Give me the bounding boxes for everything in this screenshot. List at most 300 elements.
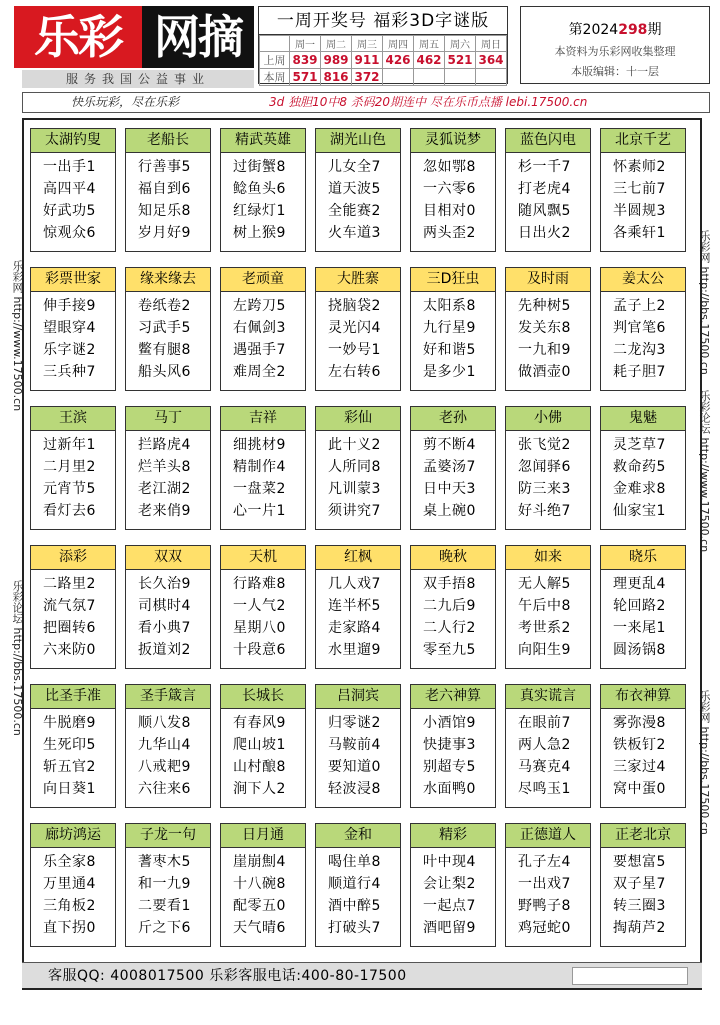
riddle-line: 酒中醉5 bbox=[328, 898, 381, 914]
riddle-line: 酒吧留9 bbox=[423, 920, 476, 936]
riddle-line: 乐字谜2 bbox=[43, 342, 96, 358]
riddle-line: 高四平4 bbox=[43, 181, 96, 197]
riddle-line: 先种树5 bbox=[518, 298, 571, 314]
cell-riddle-lines bbox=[601, 292, 685, 383]
banner-promo[interactable]: 3d 独胆10中8 杀码20期连中 尽在乐币点播 lebi.17500.cn bbox=[269, 95, 588, 109]
riddle-line: 太阳系8 bbox=[423, 298, 476, 314]
riddle-line: 一妙号1 bbox=[328, 342, 381, 358]
weekday-cell: 周五 bbox=[414, 36, 445, 52]
riddle-line: 判官笔6 bbox=[613, 320, 666, 336]
riddle-cell bbox=[30, 128, 116, 252]
riddle-line: 六来防0 bbox=[43, 642, 96, 658]
riddle-line: 六往来6 bbox=[138, 781, 191, 797]
riddle-cell bbox=[410, 267, 496, 391]
riddle-line: 精制作4 bbox=[233, 459, 286, 475]
riddle-line: 打破头7 bbox=[328, 920, 381, 936]
cell-author: 及时雨 bbox=[506, 268, 590, 292]
cell-author: 湖光山色 bbox=[316, 129, 400, 153]
side-text-right-bottom: 乐彩网 http://bbs.17500.cn bbox=[698, 690, 711, 835]
cell-author: 红枫 bbox=[316, 546, 400, 570]
weekday-cell: 周六 bbox=[445, 36, 476, 52]
draw-number: 989 bbox=[321, 52, 352, 69]
riddle-line: 好和谐5 bbox=[423, 342, 476, 358]
cell-author: 彩票世家 bbox=[31, 268, 115, 292]
riddle-cell bbox=[125, 267, 211, 391]
cell-author: 日月通 bbox=[221, 824, 305, 848]
issue-number bbox=[521, 19, 709, 39]
cell-riddle-lines bbox=[506, 292, 590, 383]
riddle-cell bbox=[30, 267, 116, 391]
riddle-line: 伸手接9 bbox=[43, 298, 96, 314]
riddle-line: 灵光闪4 bbox=[328, 320, 381, 336]
riddle-line: 二人行2 bbox=[423, 620, 476, 636]
riddle-line: 红绿灯1 bbox=[233, 203, 286, 219]
riddle-line: 向阳生9 bbox=[518, 642, 571, 658]
riddle-line: 好武功5 bbox=[43, 203, 96, 219]
riddle-line: 杉一千7 bbox=[518, 159, 571, 175]
riddle-line: 儿女全7 bbox=[328, 159, 381, 175]
draw-number bbox=[476, 69, 507, 86]
riddle-line: 小酒馆9 bbox=[423, 715, 476, 731]
cell-riddle-lines bbox=[221, 848, 305, 939]
riddle-line: 岁月好9 bbox=[138, 225, 191, 241]
riddle-cell bbox=[315, 128, 401, 252]
riddle-line: 人所同8 bbox=[328, 459, 381, 475]
riddle-line: 过街蟹8 bbox=[233, 159, 286, 175]
riddle-line: 山村酿8 bbox=[233, 759, 286, 775]
riddle-line: 卷纸卷2 bbox=[138, 298, 191, 314]
riddle-cell bbox=[410, 823, 496, 947]
cell-riddle-lines bbox=[31, 292, 115, 383]
riddle-line: 斩五官2 bbox=[43, 759, 96, 775]
riddle-line: 忽闻驿6 bbox=[518, 459, 571, 475]
riddle-line: 水里遛9 bbox=[328, 642, 381, 658]
editor-note: 本版编辑：十一层 bbox=[571, 65, 659, 78]
weekday-cell: 周四 bbox=[383, 36, 414, 52]
riddle-cell bbox=[410, 684, 496, 808]
cell-author: 比圣手准 bbox=[31, 685, 115, 709]
riddle-cell bbox=[505, 128, 591, 252]
riddle-cell bbox=[600, 823, 686, 947]
riddle-line: 向日葵1 bbox=[43, 781, 96, 797]
riddle-line: 鳖有腿8 bbox=[138, 342, 191, 358]
riddle-line: 掏葫芦2 bbox=[613, 920, 666, 936]
riddle-line: 直下拐0 bbox=[43, 920, 96, 936]
draw-number bbox=[445, 69, 476, 86]
riddle-line: 三家过4 bbox=[613, 759, 666, 775]
cell-author: 真实谎言 bbox=[506, 685, 590, 709]
cell-riddle-lines bbox=[411, 153, 495, 244]
cell-author: 晚秋 bbox=[411, 546, 495, 570]
riddle-line: 要知道0 bbox=[328, 759, 381, 775]
riddle-line: 扳道刘2 bbox=[138, 642, 191, 658]
riddle-line: 铁板钉2 bbox=[613, 737, 666, 753]
riddle-line: 雾弥漫8 bbox=[613, 715, 666, 731]
riddle-line: 牛脱磨9 bbox=[43, 715, 96, 731]
cell-author: 缘来缘去 bbox=[126, 268, 210, 292]
riddle-line: 张飞觉2 bbox=[518, 437, 571, 453]
riddle-line: 生死印5 bbox=[43, 737, 96, 753]
riddle-cell bbox=[125, 128, 211, 252]
draw-number: 911 bbox=[352, 52, 383, 69]
riddle-line: 圆汤锅8 bbox=[613, 642, 666, 658]
riddle-line: 看小典7 bbox=[138, 620, 191, 636]
riddle-line: 各乘轩1 bbox=[613, 225, 666, 241]
riddle-line: 喝住单8 bbox=[328, 854, 381, 870]
last-week-label: 上周 bbox=[260, 52, 290, 69]
riddle-line: 日中天3 bbox=[423, 481, 476, 497]
draw-results-box bbox=[258, 6, 508, 84]
riddle-line: 万里通4 bbox=[43, 876, 96, 892]
riddle-cell bbox=[125, 684, 211, 808]
cell-author: 北京千艺 bbox=[601, 129, 685, 153]
riddle-line: 配零五0 bbox=[233, 898, 286, 914]
riddle-line: 二九后9 bbox=[423, 598, 476, 614]
cell-author: 老顽童 bbox=[221, 268, 305, 292]
riddle-line: 老来俏9 bbox=[138, 503, 191, 519]
riddle-cell bbox=[505, 545, 591, 669]
riddle-cell bbox=[600, 684, 686, 808]
riddle-cell bbox=[220, 406, 306, 530]
cell-author: 马丁 bbox=[126, 407, 210, 431]
riddle-cell bbox=[30, 545, 116, 669]
riddle-line: 两头歪2 bbox=[423, 225, 476, 241]
riddle-line: 忽如鄂8 bbox=[423, 159, 476, 175]
riddle-line: 走家路4 bbox=[328, 620, 381, 636]
cell-riddle-lines bbox=[126, 431, 210, 522]
this-week-label: 本周 bbox=[260, 69, 290, 86]
riddle-line: 几人戏7 bbox=[328, 576, 381, 592]
cell-author: 鬼魅 bbox=[601, 407, 685, 431]
riddle-cell bbox=[30, 684, 116, 808]
riddle-line: 二龙沟3 bbox=[613, 342, 666, 358]
riddle-line: 救命药5 bbox=[613, 459, 666, 475]
riddle-line: 把圈转6 bbox=[43, 620, 96, 636]
cell-riddle-lines bbox=[316, 848, 400, 939]
riddle-line: 好斗绝7 bbox=[518, 503, 571, 519]
riddle-line: 知足乐8 bbox=[138, 203, 191, 219]
riddle-line: 一盘菜2 bbox=[233, 481, 286, 497]
slogan: 服务我国公益事业 bbox=[22, 70, 254, 88]
riddle-line: 一九和9 bbox=[518, 342, 571, 358]
riddle-line: 此十义2 bbox=[328, 437, 381, 453]
riddle-line: 树上猴9 bbox=[233, 225, 286, 241]
riddle-line: 鸡冠蛇0 bbox=[518, 920, 571, 936]
weekday-cell: 周二 bbox=[321, 36, 352, 52]
riddle-line: 长久治9 bbox=[138, 576, 191, 592]
weekday-cell: 周三 bbox=[352, 36, 383, 52]
weekday-cell: 周一 bbox=[290, 36, 321, 52]
riddle-line: 习武手5 bbox=[138, 320, 191, 336]
cell-riddle-lines bbox=[316, 292, 400, 383]
riddle-line: 打老虎4 bbox=[518, 181, 571, 197]
customer-service-info: 客服QQ: 4008017500 乐彩客服电话:400-80-17500 bbox=[48, 968, 407, 984]
riddle-line: 挠脑袋2 bbox=[328, 298, 381, 314]
cell-author: 彩仙 bbox=[316, 407, 400, 431]
riddle-line: 日出火2 bbox=[518, 225, 571, 241]
cell-author: 精彩 bbox=[411, 824, 495, 848]
draw-number: 364 bbox=[476, 52, 507, 69]
riddle-line: 凡训蒙3 bbox=[328, 481, 381, 497]
riddle-line: 有春风9 bbox=[233, 715, 286, 731]
cell-riddle-lines bbox=[221, 292, 305, 383]
banner-slogan: 快乐玩彩，尽在乐彩 bbox=[71, 95, 180, 109]
cell-riddle-lines bbox=[31, 431, 115, 522]
cell-author: 正德道人 bbox=[506, 824, 590, 848]
riddle-line: 目相对0 bbox=[423, 203, 476, 219]
draw-number bbox=[414, 69, 445, 86]
riddle-line: 九行星9 bbox=[423, 320, 476, 336]
cell-riddle-lines bbox=[411, 431, 495, 522]
cell-riddle-lines bbox=[506, 570, 590, 661]
cell-riddle-lines bbox=[506, 848, 590, 939]
riddle-line: 左右转6 bbox=[328, 364, 381, 380]
cell-riddle-lines bbox=[221, 431, 305, 522]
issue-suffix: 期 bbox=[647, 22, 662, 38]
side-text-right-top: 乐彩网 http://bbs.17500.cn bbox=[698, 230, 711, 375]
draw-number: 462 bbox=[414, 52, 445, 69]
riddle-line: 流气氛7 bbox=[43, 598, 96, 614]
riddle-cell bbox=[505, 684, 591, 808]
riddle-cell bbox=[410, 545, 496, 669]
draw-results-table bbox=[259, 35, 507, 86]
riddle-line: 心一片1 bbox=[233, 503, 286, 519]
cell-riddle-lines bbox=[31, 709, 115, 800]
riddle-line: 水面鸭0 bbox=[423, 781, 476, 797]
riddle-cell bbox=[410, 128, 496, 252]
riddle-line: 一起点7 bbox=[423, 898, 476, 914]
cell-author: 吉祥 bbox=[221, 407, 305, 431]
draw-number: 521 bbox=[445, 52, 476, 69]
riddle-line: 无人解5 bbox=[518, 576, 571, 592]
cell-author: 廊坊鸿运 bbox=[31, 824, 115, 848]
riddle-cell bbox=[220, 128, 306, 252]
riddle-line: 一出手1 bbox=[43, 159, 96, 175]
cell-riddle-lines bbox=[601, 153, 685, 244]
cell-riddle-lines bbox=[601, 570, 685, 661]
promo-banner bbox=[22, 92, 710, 113]
riddle-cell bbox=[410, 406, 496, 530]
riddle-line: 别超专5 bbox=[423, 759, 476, 775]
riddle-line: 斤之下6 bbox=[138, 920, 191, 936]
cell-author: 蓝色闪电 bbox=[506, 129, 590, 153]
riddle-line: 司棋时4 bbox=[138, 598, 191, 614]
riddle-line: 一人气2 bbox=[233, 598, 286, 614]
riddle-line: 二月里2 bbox=[43, 459, 96, 475]
riddle-line: 福自到6 bbox=[138, 181, 191, 197]
cell-author: 灵狐说梦 bbox=[411, 129, 495, 153]
riddle-cell bbox=[125, 545, 211, 669]
riddle-line: 九华山4 bbox=[138, 737, 191, 753]
side-text-right-mid: 乐彩论坛 http://www.17500.cn bbox=[698, 390, 711, 553]
cell-riddle-lines bbox=[31, 848, 115, 939]
riddle-line: 崖崩劁4 bbox=[233, 854, 286, 870]
cell-riddle-lines bbox=[411, 848, 495, 939]
cell-author: 太湖钓叟 bbox=[31, 129, 115, 153]
riddle-cell bbox=[125, 406, 211, 530]
cell-riddle-lines bbox=[126, 709, 210, 800]
cell-riddle-lines bbox=[506, 153, 590, 244]
riddle-line: 灵芝草7 bbox=[613, 437, 666, 453]
logo bbox=[14, 6, 254, 68]
riddle-line: 会让梨2 bbox=[423, 876, 476, 892]
riddle-cell bbox=[220, 823, 306, 947]
cell-author: 如来 bbox=[506, 546, 590, 570]
corner-cell bbox=[260, 36, 290, 52]
riddle-cell bbox=[315, 267, 401, 391]
cell-author: 正老北京 bbox=[601, 824, 685, 848]
cell-riddle-lines bbox=[506, 709, 590, 800]
riddle-line: 做酒壶0 bbox=[518, 364, 571, 380]
riddle-cell bbox=[220, 545, 306, 669]
riddle-line: 轮回路2 bbox=[613, 598, 666, 614]
riddle-cell bbox=[315, 684, 401, 808]
riddle-line: 看灯去6 bbox=[43, 503, 96, 519]
issue-prefix: 第2024 bbox=[568, 22, 619, 38]
cell-author: 晓乐 bbox=[601, 546, 685, 570]
draw-title: 一周开奖号 福彩3D字谜版 bbox=[259, 7, 507, 35]
riddle-line: 左跨刀5 bbox=[233, 298, 286, 314]
riddle-line: 剪不断4 bbox=[423, 437, 476, 453]
cell-author: 王滨 bbox=[31, 407, 115, 431]
cell-author: 老六神算 bbox=[411, 685, 495, 709]
riddle-line: 孔子左4 bbox=[518, 854, 571, 870]
riddle-line: 一来尾1 bbox=[613, 620, 666, 636]
riddle-cell bbox=[315, 823, 401, 947]
riddle-line: 二路里2 bbox=[43, 576, 96, 592]
riddle-cell bbox=[505, 267, 591, 391]
riddle-line: 在眼前7 bbox=[518, 715, 571, 731]
cell-riddle-lines bbox=[316, 153, 400, 244]
riddle-line: 桌上碗0 bbox=[423, 503, 476, 519]
riddle-line: 十八碗8 bbox=[233, 876, 286, 892]
logo-red-part: 乐彩 bbox=[14, 6, 142, 68]
riddle-line: 鲶鱼头6 bbox=[233, 181, 286, 197]
this-week-row bbox=[260, 69, 507, 86]
riddle-line: 细挑材9 bbox=[233, 437, 286, 453]
riddle-line: 三兵种7 bbox=[43, 364, 96, 380]
riddle-line: 二要看1 bbox=[138, 898, 191, 914]
riddle-line: 元宵节5 bbox=[43, 481, 96, 497]
riddle-line: 和一九9 bbox=[138, 876, 191, 892]
riddle-line: 过新年1 bbox=[43, 437, 96, 453]
riddle-cell bbox=[600, 545, 686, 669]
draw-number: 426 bbox=[383, 52, 414, 69]
riddle-line: 行善事5 bbox=[138, 159, 191, 175]
cell-author: 老船长 bbox=[126, 129, 210, 153]
riddle-line: 半圆规3 bbox=[613, 203, 666, 219]
cell-riddle-lines bbox=[411, 292, 495, 383]
riddle-cell bbox=[220, 684, 306, 808]
riddle-line: 尽鸣玉1 bbox=[518, 781, 571, 797]
cell-riddle-lines bbox=[126, 292, 210, 383]
riddle-cell bbox=[600, 128, 686, 252]
cell-riddle-lines bbox=[601, 848, 685, 939]
riddle-line: 船头风6 bbox=[138, 364, 191, 380]
side-text-left-bottom: 乐彩论坛 http://bbs.17500.cn bbox=[11, 580, 24, 736]
draw-number: 372 bbox=[352, 69, 383, 86]
cell-author: 姜太公 bbox=[601, 268, 685, 292]
cell-riddle-lines bbox=[601, 709, 685, 800]
riddle-line: 叶中现4 bbox=[423, 854, 476, 870]
riddle-grid bbox=[22, 118, 702, 990]
cell-riddle-lines bbox=[221, 153, 305, 244]
riddle-line: 双子星7 bbox=[613, 876, 666, 892]
cell-riddle-lines bbox=[601, 431, 685, 522]
cell-author: 添彩 bbox=[31, 546, 115, 570]
issue-num: 298 bbox=[618, 22, 648, 38]
riddle-line: 马赛克4 bbox=[518, 759, 571, 775]
riddle-line: 拦路虎4 bbox=[138, 437, 191, 453]
cell-riddle-lines bbox=[411, 709, 495, 800]
riddle-cell bbox=[220, 267, 306, 391]
riddle-line: 遇强手7 bbox=[233, 342, 286, 358]
cell-author: 三D狂虫 bbox=[411, 268, 495, 292]
cell-riddle-lines bbox=[31, 153, 115, 244]
riddle-line: 快捷事3 bbox=[423, 737, 476, 753]
riddle-line: 连半杯5 bbox=[328, 598, 381, 614]
draw-number: 839 bbox=[290, 52, 321, 69]
riddle-cell bbox=[600, 406, 686, 530]
riddle-cell bbox=[30, 406, 116, 530]
riddle-cell bbox=[505, 406, 591, 530]
logo-black-part: 网摘 bbox=[142, 6, 254, 68]
cell-riddle-lines bbox=[31, 570, 115, 661]
cell-riddle-lines bbox=[506, 431, 590, 522]
riddle-line: 望眼穿4 bbox=[43, 320, 96, 336]
riddle-cell bbox=[600, 267, 686, 391]
riddle-line: 孟婆汤7 bbox=[423, 459, 476, 475]
riddle-line: 一六零6 bbox=[423, 181, 476, 197]
riddle-line: 轻波浸8 bbox=[328, 781, 381, 797]
issue-info bbox=[520, 6, 710, 84]
riddle-line: 两人急2 bbox=[518, 737, 571, 753]
cell-author: 长城长 bbox=[221, 685, 305, 709]
riddle-line: 烂羊头8 bbox=[138, 459, 191, 475]
riddle-line: 爬山坡1 bbox=[233, 737, 286, 753]
riddle-line: 转三圈3 bbox=[613, 898, 666, 914]
riddle-line: 发关东8 bbox=[518, 320, 571, 336]
riddle-line: 孟子上2 bbox=[613, 298, 666, 314]
riddle-line: 防三来3 bbox=[518, 481, 571, 497]
riddle-line: 顺道行4 bbox=[328, 876, 381, 892]
riddle-cell bbox=[30, 823, 116, 947]
riddle-line: 须讲究7 bbox=[328, 503, 381, 519]
footer-blank-box bbox=[572, 967, 688, 985]
riddle-line: 是多少1 bbox=[423, 364, 476, 380]
cell-author: 圣手箴言 bbox=[126, 685, 210, 709]
riddle-line: 火车道3 bbox=[328, 225, 381, 241]
riddle-line: 马鞍前4 bbox=[328, 737, 381, 753]
cell-author: 小佛 bbox=[506, 407, 590, 431]
cell-author: 金和 bbox=[316, 824, 400, 848]
cell-riddle-lines bbox=[221, 570, 305, 661]
riddle-line: 顺八发8 bbox=[138, 715, 191, 731]
cell-author: 老孙 bbox=[411, 407, 495, 431]
cell-riddle-lines bbox=[316, 709, 400, 800]
cell-riddle-lines bbox=[126, 153, 210, 244]
riddle-line: 随风飘5 bbox=[518, 203, 571, 219]
draw-number: 571 bbox=[290, 69, 321, 86]
riddle-line: 归零谜2 bbox=[328, 715, 381, 731]
riddle-cell bbox=[505, 823, 591, 947]
cell-riddle-lines bbox=[126, 570, 210, 661]
cell-riddle-lines bbox=[126, 848, 210, 939]
riddle-line: 三角板2 bbox=[43, 898, 96, 914]
side-text-left-top: 乐彩网 http://www.17500.cn bbox=[11, 260, 24, 412]
riddle-line: 理更乱4 bbox=[613, 576, 666, 592]
cell-author: 天机 bbox=[221, 546, 305, 570]
